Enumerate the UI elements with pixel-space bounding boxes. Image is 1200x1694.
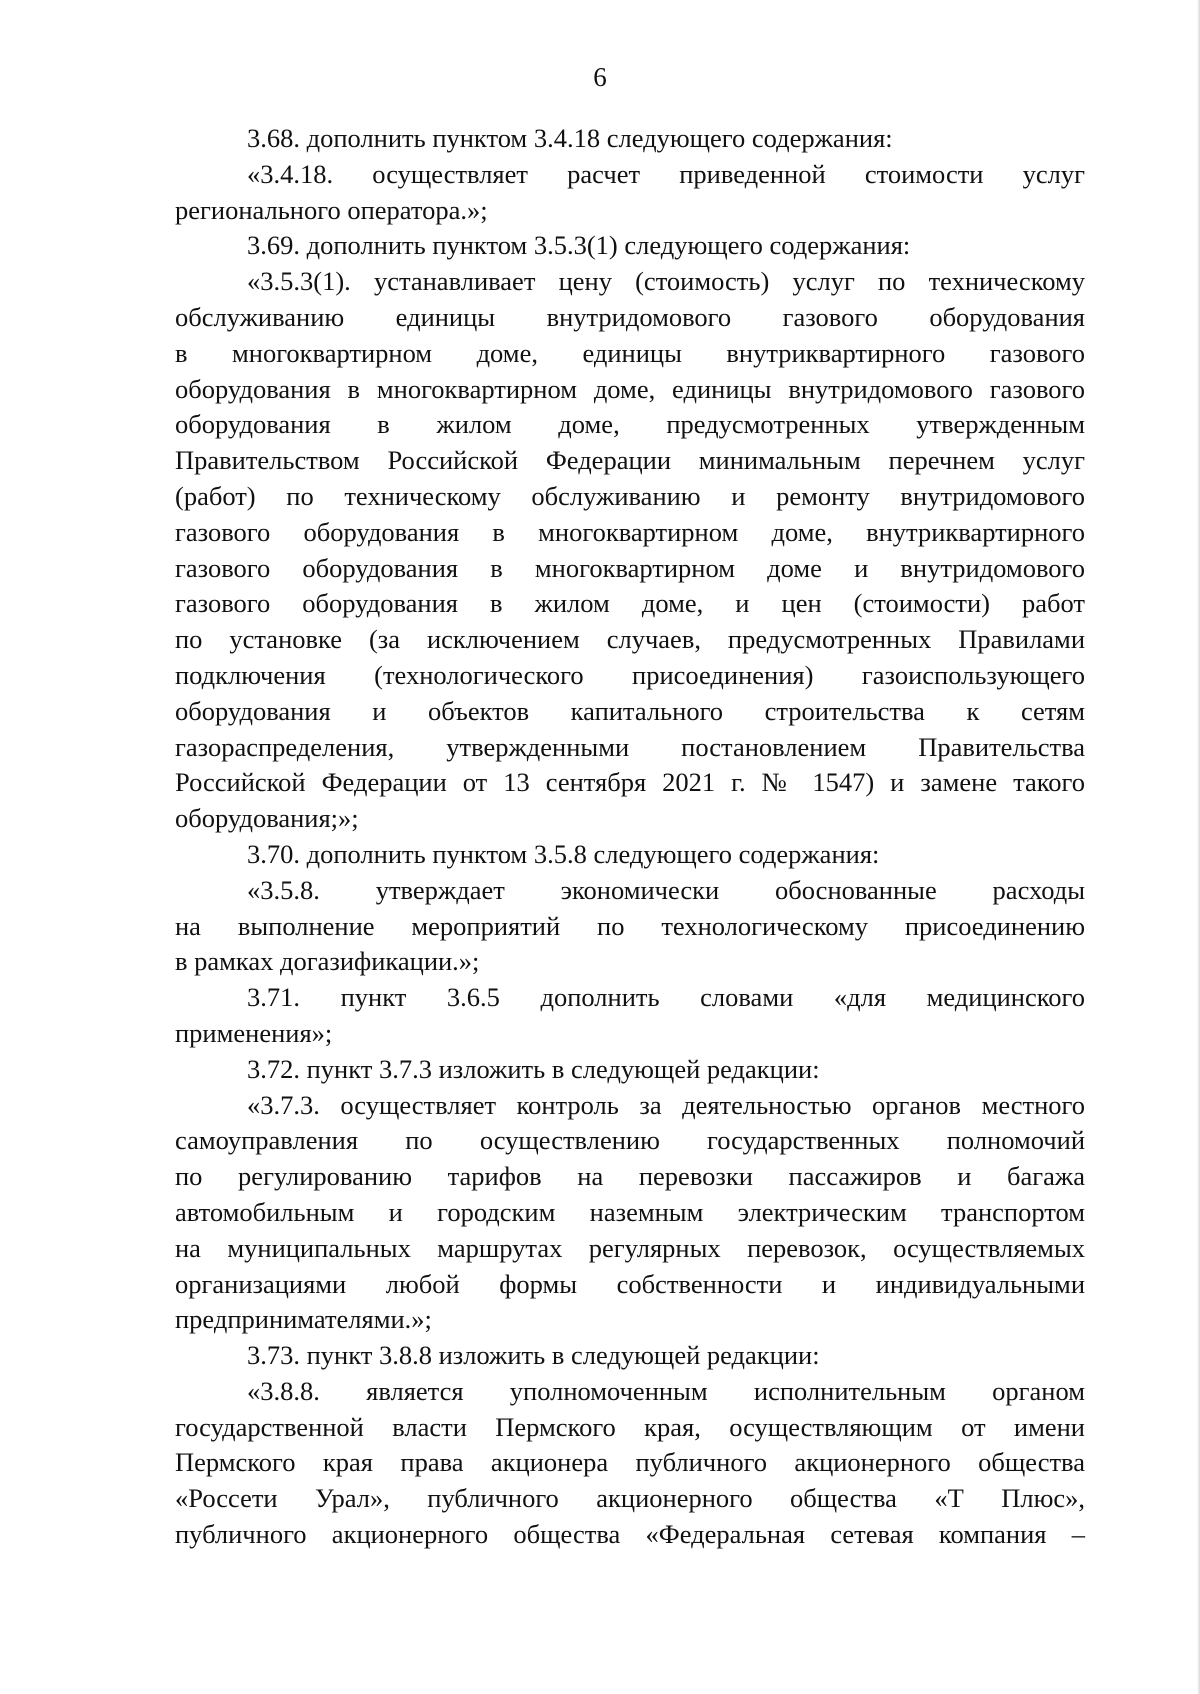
- text-line: газового оборудования в жилом доме, и цен (стоимости) работ: [175, 588, 1085, 619]
- text-line: 3.68. дополнить пунктом 3.4.18 следующего содержания:: [247, 123, 893, 153]
- text-line: применения»;: [175, 1017, 333, 1048]
- page-number: 6: [593, 62, 607, 92]
- text-line: Пермского края права акционера публичного акционерного общества: [175, 1447, 1085, 1478]
- text-line: оборудования и объектов капитального строительства к сетям: [175, 695, 1085, 726]
- text-line: регионального оператора.»;: [175, 194, 488, 225]
- text-line: газораспределения, утвержденными постановлением Правительства: [175, 731, 1085, 762]
- text-line: 3.73. пункт 3.8.8 изложить в следующей редакции:: [247, 1340, 820, 1371]
- text-line: по регулированию тарифов на перевозки пассажиров и багажа: [175, 1161, 1085, 1192]
- text-line: самоуправления по осуществлению государственных полномочий: [175, 1125, 1085, 1156]
- text-line: газового оборудования в многоквартирном доме и внутридомового: [175, 552, 1085, 583]
- text-line: «3.8.8. является уполномоченным исполнительным органом: [247, 1375, 1085, 1406]
- text-line: Российской Федерации от 13 сентября 2021 г. № 1547) и замене такого: [175, 767, 1085, 798]
- text-line: на выполнение мероприятий по технологическому присоединению: [175, 910, 1085, 941]
- document-body: [175, 121, 1085, 1553]
- text-line: по установке (за исключением случаев, предусмотренных Правилами: [175, 624, 1085, 655]
- text-line: оборудования в жилом доме, предусмотренных утвержденным: [175, 409, 1085, 440]
- text-line: газового оборудования в многоквартирном доме, внутриквартирного: [175, 516, 1085, 547]
- text-line: «3.5.3(1). устанавливает цену (стоимость) услуг по техническому: [247, 266, 1085, 297]
- text-line: 3.72. пункт 3.7.3 изложить в следующей редакции:: [247, 1053, 820, 1084]
- text-line: «3.5.8. утверждает экономически обоснованные расходы: [247, 874, 1085, 905]
- text-line: в рамках догазификации.»;: [175, 946, 480, 977]
- text-line: «Россети Урал», публичного акционерного общества «Т Плюс»,: [175, 1483, 1085, 1514]
- text-line: обслуживанию единицы внутридомового газового оборудования: [175, 301, 1085, 332]
- text-line: автомобильным и городским наземным электрическим транспортом: [175, 1196, 1085, 1227]
- text-line: 3.70. дополнить пунктом 3.5.8 следующего содержания:: [247, 838, 880, 869]
- text-line: «3.7.3. осуществляет контроль за деятельностью органов местного: [247, 1089, 1085, 1120]
- text-line: (работ) по техническому обслуживанию и ремонту внутридомового: [175, 480, 1085, 511]
- text-line: публичного акционерного общества «Федеральная сетевая компания –: [175, 1519, 1085, 1550]
- text-line: организациями любой формы собственности и индивидуальными: [175, 1268, 1085, 1299]
- text-line: в многоквартирном доме, единицы внутриквартирного газового: [175, 337, 1085, 368]
- text-line: Правительством Российской Федерации минимальным перечнем услуг: [175, 445, 1085, 476]
- text-line: на муниципальных маршрутах регулярных перевозок, осуществляемых: [175, 1232, 1085, 1263]
- text-line: подключения (технологического присоединения) газоиспользующего: [175, 659, 1085, 690]
- text-line: государственной власти Пермского края, осуществляющим от имени: [175, 1411, 1085, 1442]
- text-line: предпринимателями.»;: [175, 1304, 432, 1335]
- text-line: «3.4.18. осуществляет расчет приведенной стоимости услуг: [247, 158, 1085, 189]
- text-line: оборудования;»;: [175, 803, 359, 834]
- text-line: оборудования в многоквартирном доме, единицы внутридомового газового: [175, 373, 1085, 404]
- text-line: 3.71. пункт 3.6.5 дополнить словами «для медицинского: [247, 982, 1085, 1013]
- text-line: 3.69. дополнить пунктом 3.5.3(1) следующего содержания:: [247, 230, 911, 261]
